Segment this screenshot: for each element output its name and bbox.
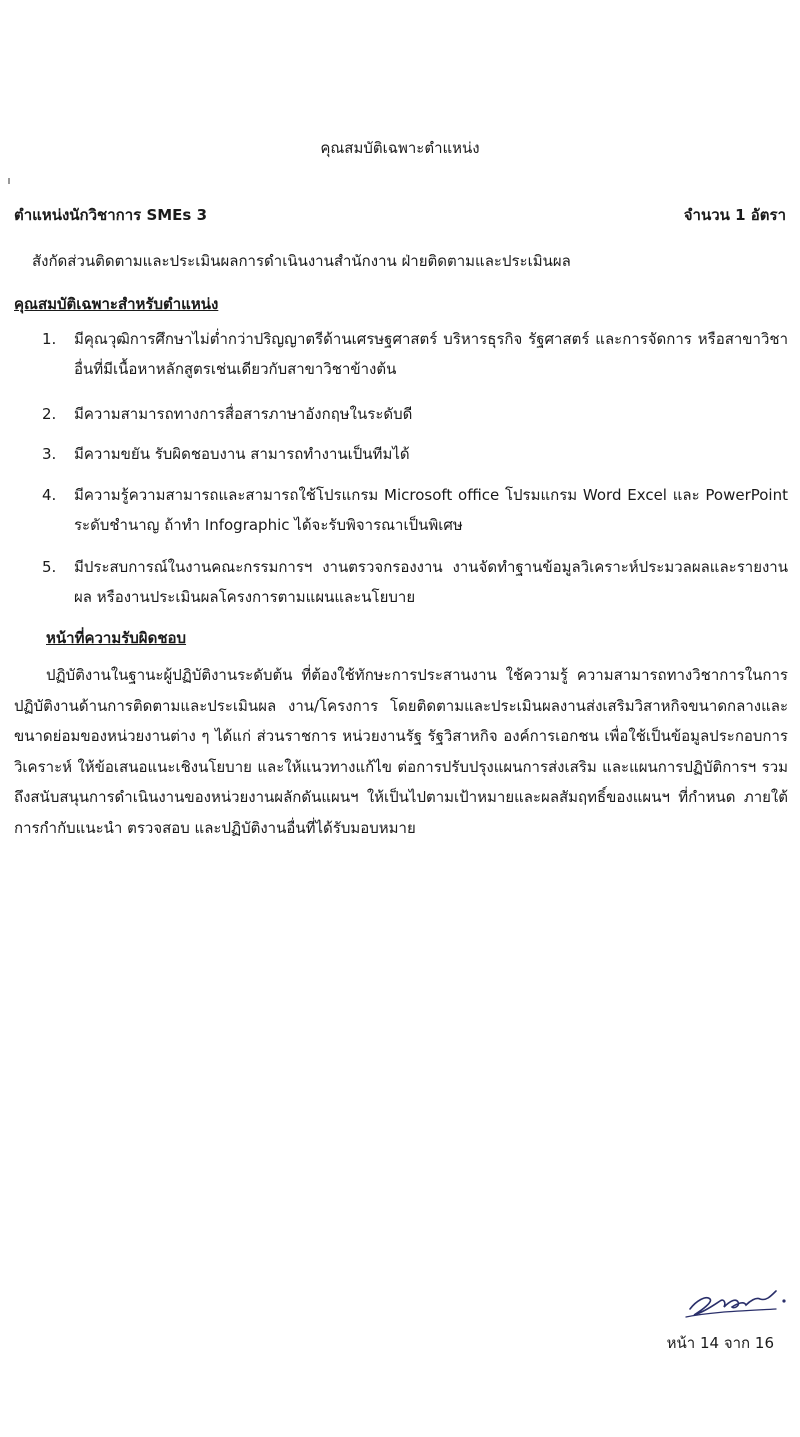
qualification-number: 3. xyxy=(42,445,57,463)
quota-count: จำนวน 1 อัตรา xyxy=(683,206,786,224)
qualification-number: 5. xyxy=(42,558,57,576)
qualification-text: มีประสบการณ์ในงานคณะกรรมการฯ งานตรวจกรองงาน งานจัดทำฐานข้อมูลวิเคราะห์ประมวลผลและรายงานผล หรืองานประเมินผลโครงการตามแผนและนโยบาย xyxy=(74,558,788,606)
page-title: คุณสมบัติเฉพาะตำแหน่ง xyxy=(320,139,480,157)
qualification-number: 1. xyxy=(42,330,57,348)
qualification-text: มีคุณวุฒิการศึกษาไม่ต่ำกว่าปริญญาตรีด้านเศรษฐศาสตร์ บริหารธุรกิจ รัฐศาสตร์ และการจัดการ หรือสาขาวิชาอื่นที่มีเนื้อหาหลักสูตรเช่นเดียวกับสาขาวิชาข้างต้น xyxy=(74,330,788,378)
page-number: หน้า 14 จาก 16 xyxy=(666,1334,774,1352)
affiliation: สังกัดส่วนติดตามและประเมินผลการดำเนินงานสำนักงาน ฝ่ายติดตามและประเมินผล xyxy=(32,252,571,270)
qualification-text: มีความสามารถทางการสื่อสารภาษาอังกฤษในระดับดี xyxy=(74,405,413,423)
qualifications-heading: คุณสมบัติเฉพาะสำหรับตำแหน่ง xyxy=(14,295,219,313)
duties-heading: หน้าที่ความรับผิดชอบ xyxy=(46,629,187,647)
qualification-number: 2. xyxy=(42,405,57,423)
qualification-text: มีความรู้ความสามารถและสามารถใช้โปรแกรม Microsoft office โปรมแกรม Word Excel และ PowerPoint ระดับชำนาญ ถ้าทำ Infographic ได้จะรับพิจารณาเป็นพิเศษ xyxy=(74,486,788,534)
scan-artifact xyxy=(8,178,10,184)
duties-paragraph: ปฏิบัติงานในฐานะผู้ปฏิบัติงานระดับต้น ที่ต้องใช้ทักษะการประสานงาน ใช้ความรู้ ความสามารถทางวิชาการในการปฏิบัติงานด้านการติดตามและประเมินผล งาน/โครงการ โดยติดตามและประเมินผลงานส่งเสริมวิสาหกิจขนาดกลางและขนาดย่อมของหน่วยงานต่าง ๆ ได้แก่ ส่วนราชการ หน่วยงานรัฐ รัฐวิสาหกิจ องค์การเอกชน เพื่อใช้เป็นข้อมูลประกอบการวิเคราะห์ ให้ข้อเสนอแนะเชิงนโยบาย และให้แนวทางแก้ไข ต่อการปรับปรุงแผนการส่งเสริม และแผนการปฏิบัติการฯ รวมถึงสนับสนุนการดำเนินงานของหน่วยงานผลักดันแผนฯ ให้เป็นไปตามเป้าหมายและผลสัมฤทธิ์ของแผนฯ ที่กำหนด ภายใต้การกำกับแนะนำ ตรวจสอบ และปฏิบัติงานอื่นที่ได้รับมอบหมาย xyxy=(14,666,788,837)
qualification-text: มีความขยัน รับผิดชอบงาน สามารถทำงานเป็นทีมได้ xyxy=(74,445,410,463)
position-title: ตำแหน่งนักวิชาการ SMEs 3 xyxy=(14,206,208,224)
qualification-number: 4. xyxy=(42,486,57,504)
signature-image xyxy=(680,1265,795,1325)
